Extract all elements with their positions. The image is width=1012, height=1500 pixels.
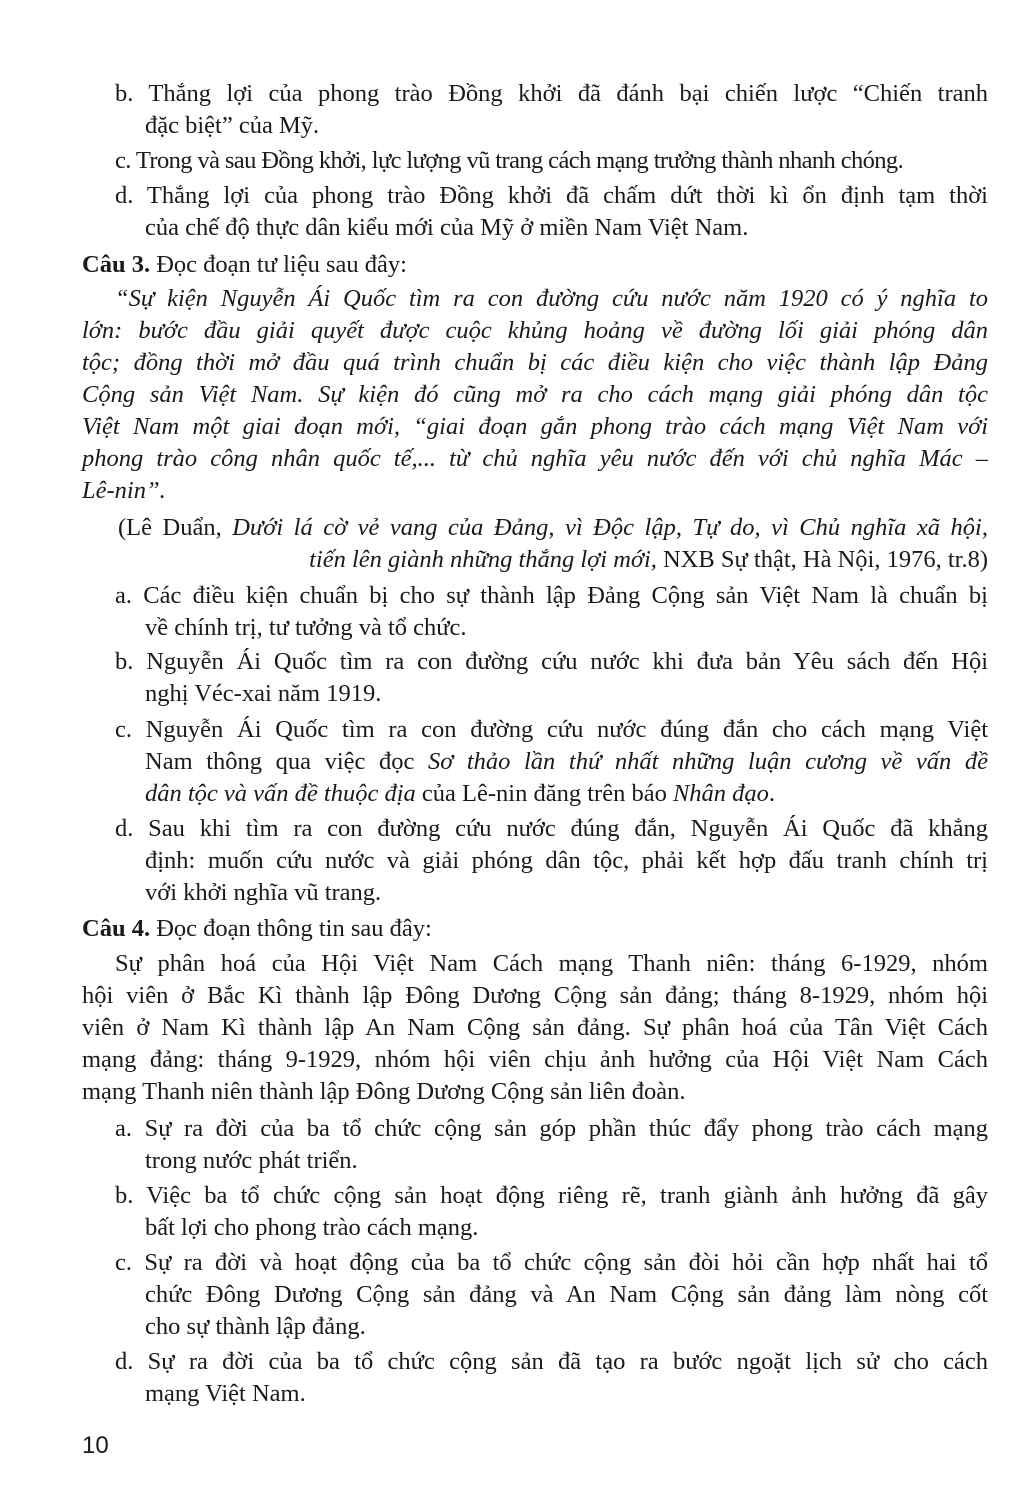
cau3-quote <box>82 283 988 507</box>
quote-line: phong trào công nhân quốc tế,... từ chủ nghĩa yêu nước đến với chủ nghĩa Mác – <box>82 445 988 472</box>
cau2-option-b <box>115 78 988 142</box>
option-text-line: c. Nguyễn Ái Quốc tìm ra con đường cứu nước đúng đắn cho cách mạng Việt <box>115 716 988 743</box>
info-line: hội viên ở Bắc Kì thành lập Đông Dương Cộng sản đảng; tháng 8-1929, nhóm hội <box>82 982 988 1009</box>
question-label: Câu 4. <box>82 915 151 942</box>
option-text-line: b. Việc ba tổ chức cộng sản hoạt động riêng rẽ, tranh giành ảnh hưởng đã gây <box>115 1182 988 1209</box>
question-label: Câu 3. <box>82 251 151 278</box>
quote-line: Việt Nam một giai đoạn mới, “giai đoạn gắn phong trào cách mạng Việt Nam với <box>82 413 988 440</box>
info-line: viên ở Nam Kì thành lập An Nam Cộng sản đảng. Sự phân hoá của Tân Việt Cách <box>82 1014 988 1041</box>
info-line: Sự phân hoá của Hội Việt Nam Cách mạng Thanh niên: tháng 6-1929, nhóm <box>115 950 988 977</box>
page-number: 10 <box>82 1432 109 1459</box>
quote-line: lớn: bước đầu giải quyết được cuộc khủng hoảng về đường lối giải phóng dân <box>82 317 988 344</box>
cau4-option-c <box>115 1247 988 1343</box>
cau3-citation <box>118 512 988 576</box>
quote-line: tộc; đồng thời mở đầu quá trình chuẩn bị các điều kiện cho việc thành lập Đảng <box>82 349 988 376</box>
option-text-line: d. Sự ra đời của ba tổ chức cộng sản đã tạo ra bước ngoặt lịch sử cho cách <box>115 1348 988 1375</box>
option-text: . <box>768 780 776 807</box>
cau3-option-b <box>115 646 988 710</box>
option-text-line: bất lợi cho phong trào cách mạng. <box>145 1214 479 1241</box>
option-text-line: trong nước phát triển. <box>145 1147 358 1174</box>
option-text-line: đặc biệt” của Mỹ. <box>145 112 320 139</box>
cau3-option-d <box>115 813 988 909</box>
option-text-line: chức Đông Dương Cộng sản đảng và An Nam Cộng sản đảng làm nòng cốt <box>145 1281 988 1308</box>
cau3-option-a <box>115 580 988 644</box>
option-text-line: cho sự thành lập đảng. <box>145 1313 366 1340</box>
option-text-line: a. Sự ra đời của ba tổ chức cộng sản góp phần thúc đẩy phong trào cách mạng <box>115 1115 988 1142</box>
option-text: của Lê-nin đăng trên báo <box>415 780 673 807</box>
option-text-line: của chế độ thực dân kiểu mới của Mỹ ở miền Nam Việt Nam. <box>145 214 749 241</box>
option-text-line: b. Thắng lợi của phong trào Đồng khởi đã đánh bại chiến lược “Chiến tranh <box>115 80 988 107</box>
cau3-heading <box>82 249 407 281</box>
newspaper-name: Nhân đạo <box>672 780 769 807</box>
quote-line: “Sự kiện Nguyễn Ái Quốc tìm ra con đường cứu nước năm 1920 có ý nghĩa to <box>115 285 988 312</box>
citation-author: (Lê Duẩn, <box>118 514 233 541</box>
citation-title: tiến lên giành những thắng lợi mới, <box>309 546 657 573</box>
quote-line: Lê-nin”. <box>82 477 166 504</box>
cau4-option-a <box>115 1113 988 1177</box>
cau4-option-d <box>115 1346 988 1410</box>
option-text-line: c. Trong và sau Đồng khởi, lực lượng vũ trang cách mạng trưởng thành nhanh chóng. <box>115 147 904 174</box>
question-prompt: Đọc đoạn thông tin sau đây: <box>150 915 432 942</box>
citation-publisher: NXB Sự thật, Hà Nội, 1976, tr.8) <box>656 546 988 573</box>
option-text: Nam thông qua việc đọc <box>145 748 428 775</box>
cau4-option-b <box>115 1180 988 1244</box>
option-text-line: với khởi nghĩa vũ trang. <box>145 879 382 906</box>
citation-title: Dưới lá cờ vẻ vang của Đảng, vì Độc lập, Tự do, vì Chủ nghĩa xã hội, <box>232 514 988 541</box>
cau4-info <box>82 948 988 1108</box>
cau4-heading <box>82 913 432 945</box>
option-text-line: về chính trị, tư tưởng và tổ chức. <box>145 614 467 641</box>
option-text-line: mạng Việt Nam. <box>145 1380 306 1407</box>
info-line: mạng đảng: tháng 9-1929, nhóm hội viên chịu ảnh hưởng của Hội Việt Nam Cách <box>82 1046 988 1073</box>
document-title: Sơ thảo lần thứ nhất những luận cương về vấn đề <box>427 748 988 775</box>
question-prompt: Đọc đoạn tư liệu sau đây: <box>150 251 407 278</box>
option-text-line: b. Nguyễn Ái Quốc tìm ra con đường cứu nước khi đưa bản Yêu sách đến Hội <box>115 648 988 675</box>
option-text-line: d. Sau khi tìm ra con đường cứu nước đúng đắn, Nguyễn Ái Quốc đã khẳng <box>115 815 988 842</box>
info-line: mạng Thanh niên thành lập Đông Dương Cộng sản liên đoàn. <box>82 1078 686 1105</box>
option-text-line: c. Sự ra đời và hoạt động của ba tổ chức cộng sản đòi hỏi cần hợp nhất hai tổ <box>115 1249 988 1276</box>
option-text-line: nghị Véc-xai năm 1919. <box>145 680 382 707</box>
option-text-line: a. Các điều kiện chuẩn bị cho sự thành lập Đảng Cộng sản Việt Nam là chuẩn bị <box>115 582 988 609</box>
option-text-line: d. Thắng lợi của phong trào Đồng khởi đã chấm dứt thời kì ổn định tạm thời <box>115 182 988 209</box>
cau2-option-c <box>115 145 988 177</box>
cau3-option-c <box>115 714 988 810</box>
document-title: dân tộc và vấn đề thuộc địa <box>145 780 416 807</box>
option-text-line: định: muốn cứu nước và giải phóng dân tộc, phải kết hợp đấu tranh chính trị <box>145 847 988 874</box>
cau2-option-d <box>115 180 988 244</box>
quote-line: Cộng sản Việt Nam. Sự kiện đó cũng mở ra cho cách mạng giải phóng dân tộc <box>82 381 988 408</box>
